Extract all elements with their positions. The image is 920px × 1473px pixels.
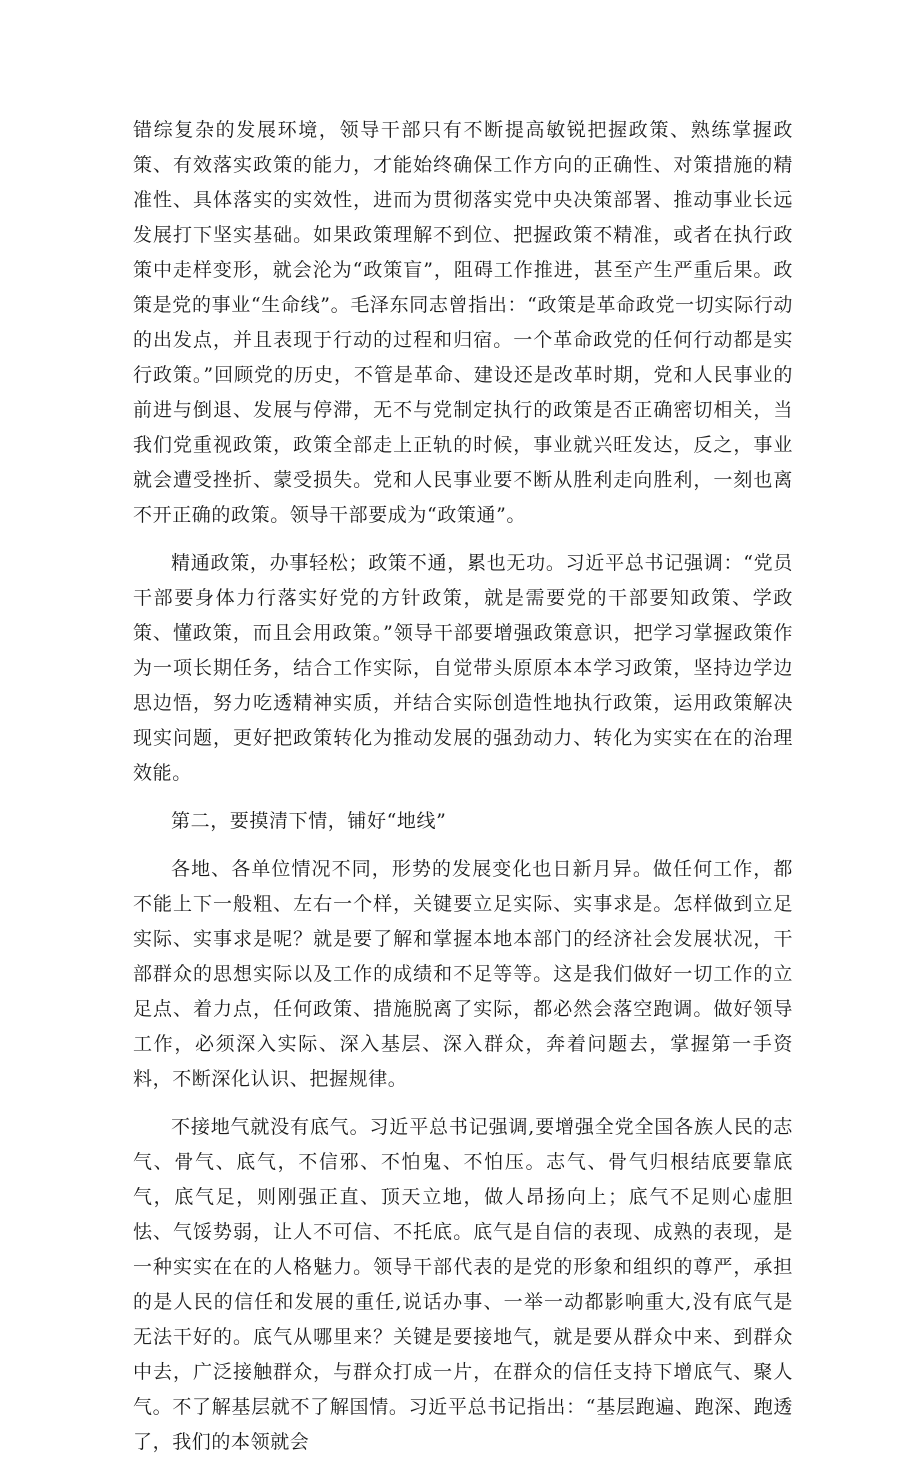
paragraph-local-situation: 各地、各单位情况不同，形势的发展变化也日新月异。做任何工作，都不能上下一般粗、左右一个样，关键要立足实际、实事求是。怎样做到立足实际、实事求是呢？就是要了解和掌握本地本部门的经济社会发展状况，干部群众的思想实际以及工作的成绩和不足等等。这是我们做好一切工作的立足点、着力点，任何政策、措施脱离了实际，都必然会落空跑调。做好领导工作，必须深入实际、深入基层、深入群众，奔着问题去，掌握第一手资料，不断深化认识、把握规律。 bbox=[133, 858, 793, 1090]
document-body bbox=[133, 113, 793, 1473]
section-heading-second: 第二，要摸清下情，铺好“地线” bbox=[171, 810, 447, 832]
paragraph-grounded-confidence: 不接地气就没有底气。习近平总书记强调,要增强全党全国各族人民的志气、骨气、底气，不信邪、不怕鬼、不怕压。志气、骨气归根结底要靠底气，底气足，则刚强正直、顶天立地，做人昂扬向上；底气不足则心虚胆怯、气馁势弱，让人不可信、不托底。底气是自信的表现、成熟的表现，是一种实实在在的人格魅力。领导干部代表的是党的形象和组织的尊严，承担的是人民的信任和发展的重任,说话办事、一举一动都影响重大,没有底气是无法干好的。底气从哪里来？关键是要接地气，就是要从群众中来、到群众中去，广泛接触群众，与群众打成一片，在群众的信任支持下增底气、聚人气。不了解基层就不了解国情。习近平总书记指出：“基层跑遍、跑深、跑透了，我们的本领就会 bbox=[133, 1116, 793, 1453]
paragraph-master-policy: 精通政策，办事轻松；政策不通，累也无功。习近平总书记强调：“党员干部要身体力行落实好党的方针政策，就是需要党的干部要知政策、学政策、懂政策，而且会用政策。”领导干部要增强政策意识，把学习掌握政策作为一项长期任务，结合工作实际，自觉带头原原本本学习政策，坚持边学边思边悟，努力吃透精神实质，并结合实际创造性地执行政策，运用政策解决现实问题，更好把政策转化为推动发展的强劲动力、转化为实实在在的治理效能。 bbox=[133, 552, 793, 784]
paragraph-policy-environment: 错综复杂的发展环境，领导干部只有不断提高敏锐把握政策、熟练掌握政策、有效落实政策的能力，才能始终确保工作方向的正确性、对策措施的精准性、具体落实的实效性，进而为贯彻落实党中央决策部署、推动事业长远发展打下坚实基础。如果政策理解不到位、把握政策不精准，或者在执行政策中走样变形，就会沦为“政策盲”，阻碍工作推进，甚至产生严重后果。政策是党的事业“生命线”。毛泽东同志曾指出：“政策是革命政党一切实际行动的出发点，并且表现于行动的过程和归宿。一个革命政党的任何行动都是实行政策。”回顾党的历史，不管是革命、建设还是改革时期，党和人民事业的前进与倒退、发展与停滞，无不与党制定执行的政策是否正确密切相关，当我们党重视政策，政策全部走上正轨的时候，事业就兴旺发达，反之，事业就会遭受挫折、蒙受损失。党和人民事业要不断从胜利走向胜利，一刻也离不开正确的政策。领导干部要成为“政策通”。 bbox=[133, 119, 793, 526]
